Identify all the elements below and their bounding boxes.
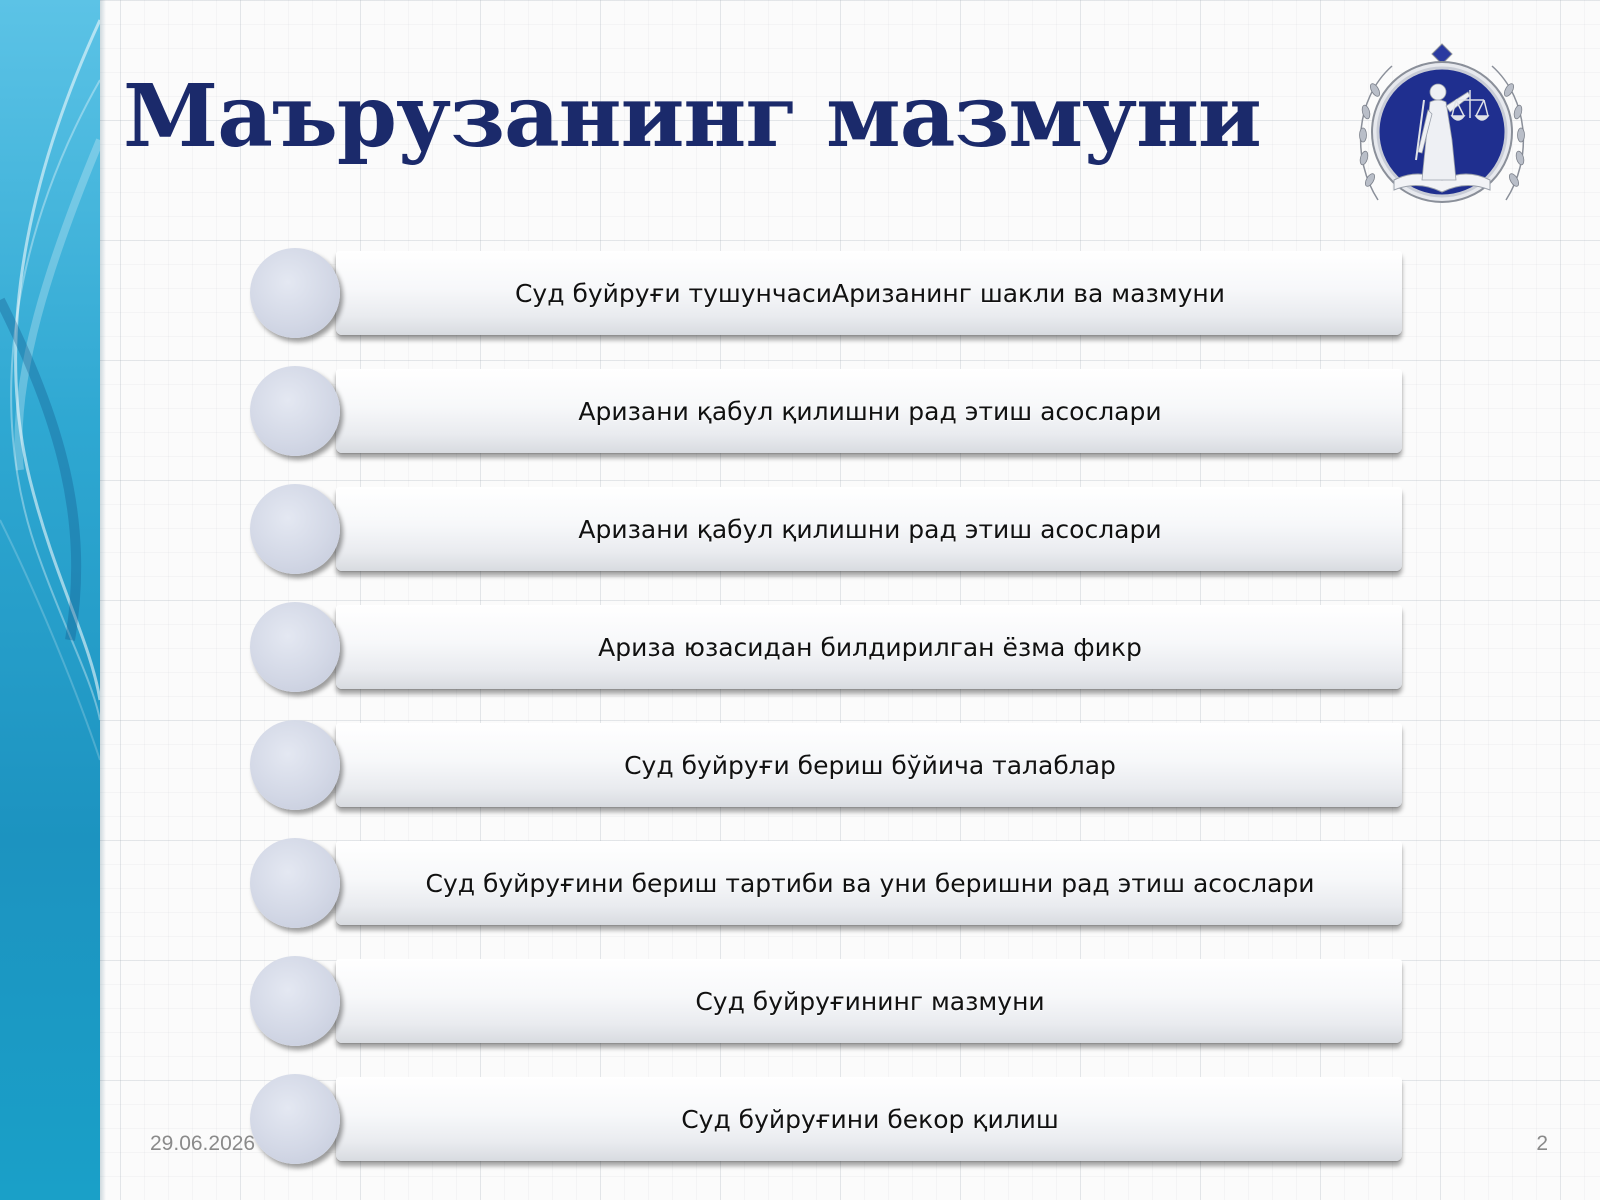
item-label: Суд буйруғини бекор қилиш <box>681 1104 1059 1134</box>
page-number: 2 <box>1536 1132 1548 1155</box>
list-item <box>250 481 1410 577</box>
item-label: Ариза юзасидан билдирилган ёзма фикр <box>598 632 1142 662</box>
bullet-circle <box>250 956 340 1046</box>
item-label: Суд буйруғини бериш тартиби ва уни беришни рад этиш асослари <box>425 868 1315 898</box>
list-item <box>250 953 1410 1049</box>
item-label: Суд буйруғи тушунчасиАризанинг шакли ва мазмуни <box>514 278 1226 308</box>
list-item <box>250 363 1410 459</box>
item-label: Аризани қабул қилишни рад этиш асослари <box>578 514 1162 544</box>
item-label: Суд буйруғининг мазмуни <box>695 986 1045 1016</box>
item-label: Суд буйруғи бериш бўйича талаблар <box>624 750 1116 780</box>
bullet-circle <box>250 838 340 928</box>
decorative-side-band <box>0 0 100 1200</box>
bullet-circle <box>250 602 340 692</box>
bullet-circle <box>250 366 340 456</box>
list-item <box>250 599 1410 695</box>
bullet-circle <box>250 720 340 810</box>
band-shadow <box>100 0 106 1200</box>
bullet-circle <box>250 248 340 338</box>
list-item <box>250 245 1410 341</box>
bullet-circle <box>250 1074 340 1164</box>
justice-emblem-icon <box>1352 40 1532 225</box>
list-item <box>250 717 1410 813</box>
list-item <box>250 835 1410 931</box>
wave-decoration <box>0 0 100 1200</box>
bullet-circle <box>250 484 340 574</box>
item-label: Аризани қабул қилишни рад этиш асослари <box>578 396 1162 426</box>
list-item <box>250 1071 1410 1167</box>
slide-title: Маърузанинг мазмуни <box>123 66 1261 167</box>
footer-date: 29.06.2026 <box>150 1132 256 1155</box>
